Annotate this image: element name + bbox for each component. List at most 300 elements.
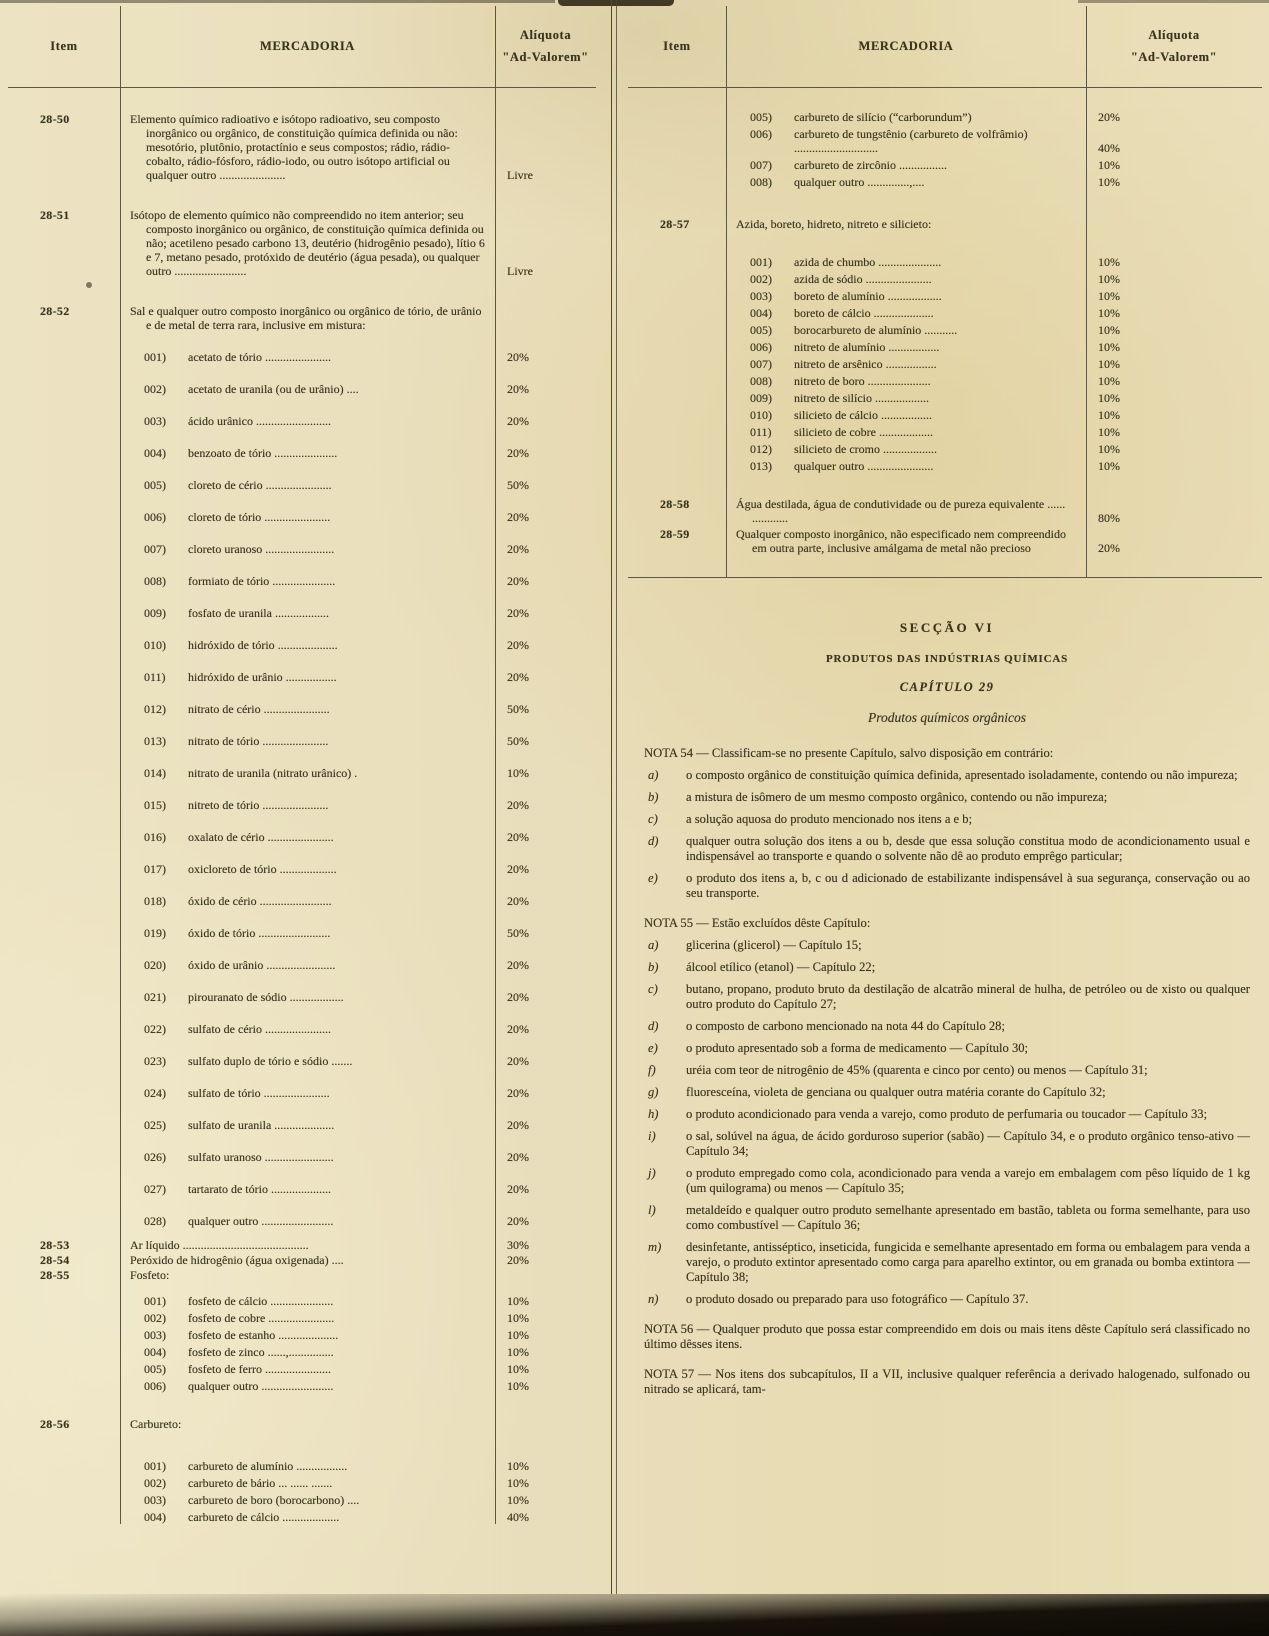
- ad-valorem-rate: 10%: [1098, 374, 1120, 388]
- subitem-number: 011): [750, 425, 772, 439]
- tariff-row: [628, 425, 1262, 439]
- note-intro: NOTA 55 — Estão excluídos dêste Capítulo:: [644, 916, 871, 930]
- note-text: metaldeído e qualquer outro produto semelhante apresentado em bastão, tableta ou forma semelhante, para uso como combustível — Capítulo 36;: [686, 1203, 1250, 1232]
- merchandise-description: nitrato de uranila (nitrato urânico) .: [188, 766, 358, 780]
- note-text: álcool etílico (etanol) — Capítulo 22;: [686, 960, 876, 974]
- merchandise-description: óxido de urânio .......................: [188, 958, 336, 972]
- note-letter: d): [648, 834, 659, 848]
- item-code: [628, 391, 726, 405]
- note-item: [644, 834, 1250, 864]
- merchandise-cell: [726, 323, 1086, 337]
- note-text: qualquer outra solução dos itens a ou b, desde que essa solução constitua modo de acondicionamento usual e indispensável ao transporte e quando o solvente não dê ao produto emprêgo particular;: [686, 834, 1250, 863]
- item-code: [8, 1022, 120, 1036]
- merchandise-description: nitreto de arsênico .................: [794, 357, 937, 371]
- merchandise-cell: [120, 446, 495, 460]
- merchandise-description: hidróxido de urânio .................: [188, 670, 337, 684]
- right-table-rows: [628, 110, 1262, 555]
- tariff-row: [8, 304, 596, 332]
- merchandise-description: silicieto de cálcio .................: [794, 408, 932, 422]
- item-code: [8, 1294, 120, 1308]
- tariff-row: [8, 990, 596, 1004]
- merchandise-cell: [120, 304, 495, 332]
- merchandise-description: Água destilada, água de condutividade ou de pureza equivalente ...... ............: [736, 497, 1066, 525]
- merchandise-description: Peróxido de hidrogênio (água oxigenada) ....: [130, 1253, 344, 1267]
- note-letter: g): [648, 1085, 659, 1099]
- merchandise-description: ácido urânico .........................: [188, 414, 331, 428]
- ad-valorem-rate: 40%: [1098, 141, 1120, 155]
- merchandise-description: sulfato duplo de tório e sódio .......: [188, 1054, 353, 1068]
- merchandise-description: qualquer outro ........................: [188, 1214, 334, 1228]
- item-code: [8, 798, 120, 812]
- item-code: [8, 1214, 120, 1228]
- item-code: [8, 830, 120, 844]
- note-item: [644, 871, 1250, 901]
- item-code: [8, 1493, 120, 1507]
- merchandise-cell: [726, 527, 1086, 555]
- tariff-row: [8, 1311, 596, 1325]
- merchandise-cell: [120, 1476, 495, 1490]
- note-letter: m): [648, 1240, 662, 1254]
- merchandise-description: Azida, boreto, hidreto, nitreto e silicieto:: [736, 217, 932, 231]
- note-letter: c): [648, 812, 658, 826]
- note-letter: j): [648, 1166, 656, 1180]
- item-code: [628, 357, 726, 371]
- subitem-number: 001): [144, 350, 166, 364]
- ad-valorem-rate: 20%: [507, 606, 529, 620]
- ad-valorem-rate: [495, 1417, 596, 1431]
- ad-valorem-rate: 10%: [1098, 408, 1120, 422]
- item-code: 28-53: [40, 1238, 70, 1252]
- ad-valorem-rate: Livre: [507, 264, 533, 278]
- tariff-row: [628, 527, 1262, 555]
- tariff-row: [8, 766, 596, 780]
- merchandise-description: Isótopo de elemento químico não compreendido no item anterior; seu composto inorgânico ou orgânico, de constituição química definida ou não; acetileno pesado carbono 13, deutério (hidrogênio pesado), lítio 6 e 7, metano pesado, protóxido de deutério (água pesada), ou qualquer outro ........................: [130, 208, 485, 278]
- tariff-row: [8, 208, 596, 278]
- merchandise-cell: [120, 1054, 495, 1068]
- merchandise-cell: [726, 110, 1086, 124]
- merchandise-description: carbureto de boro (borocarbono) ....: [188, 1493, 360, 1507]
- note-letter: b): [648, 960, 659, 974]
- merchandise-description: sulfato de uranila ....................: [188, 1118, 335, 1132]
- subitem-number: 013): [144, 734, 166, 748]
- merchandise-cell: [726, 497, 1086, 525]
- merchandise-cell: [120, 926, 495, 940]
- note-text: uréia com teor de nitrogênio de 45% (quarenta e cinco por cento) ou menos — Capítulo 31;: [686, 1063, 1148, 1077]
- merchandise-cell: [726, 306, 1086, 320]
- merchandise-description: silicieto de cobre ..................: [794, 425, 933, 439]
- subitem-number: 001): [750, 255, 772, 269]
- subitem-number: 003): [750, 289, 772, 303]
- merchandise-description: Elemento químico radioativo e isótopo radioativo, seu composto inorgânico ou orgânico, de constituição química definida ou não: mesotório, plutônio, protactínio e seus compostos; rádio, rádio-cobalto, rádio-fósforo, rádio-iodo, ou outro isótopo artificial ou qualquer outro ......................: [130, 112, 458, 182]
- merchandise-cell: [120, 1253, 495, 1267]
- note-letter: b): [648, 790, 659, 804]
- item-code: 28-57: [660, 217, 690, 231]
- tariff-row: [628, 127, 1262, 155]
- merchandise-cell: [120, 894, 495, 908]
- ad-valorem-rate: 20%: [507, 1086, 529, 1100]
- section-title: SECÇÃO VI: [899, 620, 995, 635]
- note-text: glicerina (glicerol) — Capítulo 15;: [686, 938, 862, 952]
- tariff-row: [8, 510, 596, 524]
- tariff-row: [628, 442, 1262, 456]
- subitem-number: 003): [144, 1328, 166, 1342]
- subitem-number: 004): [144, 446, 166, 460]
- ad-valorem-rate: [495, 1268, 596, 1282]
- item-code: [8, 1476, 120, 1490]
- item-code: [8, 1311, 120, 1325]
- note-block: [644, 1322, 1250, 1352]
- subitem-number: 006): [750, 340, 772, 354]
- item-code: [8, 702, 120, 716]
- note-letter: e): [648, 1041, 658, 1055]
- item-code: [628, 408, 726, 422]
- subitem-number: 005): [144, 478, 166, 492]
- subitem-number: 021): [144, 990, 166, 1004]
- note-letter: a): [648, 768, 659, 782]
- ad-valorem-rate: 20%: [507, 1182, 529, 1196]
- merchandise-description: boreto de alumínio ..................: [794, 289, 942, 303]
- ad-valorem-rate: 20%: [507, 862, 529, 876]
- ad-valorem-rate: 20%: [507, 958, 529, 972]
- tariff-row: [8, 1086, 596, 1100]
- item-code: [8, 926, 120, 940]
- subitem-number: 015): [144, 798, 166, 812]
- center-divider-line-2: [616, 0, 617, 1594]
- subitem-number: 020): [144, 958, 166, 972]
- subitem-number: 006): [144, 510, 166, 524]
- subitem-number: 008): [750, 175, 772, 189]
- subitem-number: 004): [144, 1345, 166, 1359]
- ad-valorem-rate: 40%: [507, 1510, 529, 1524]
- ad-valorem-rate: 30%: [507, 1238, 529, 1252]
- tariff-row: [628, 340, 1262, 354]
- merchandise-description: acetato de tório ......................: [188, 350, 331, 364]
- tariff-row: [628, 323, 1262, 337]
- ad-valorem-rate: 50%: [507, 734, 529, 748]
- subitem-number: 011): [144, 670, 166, 684]
- merchandise-cell: [120, 1118, 495, 1132]
- item-code: [8, 1150, 120, 1164]
- merchandise-cell: [726, 272, 1086, 286]
- merchandise-description: Carbureto:: [130, 1417, 182, 1431]
- tariff-row: [8, 1362, 596, 1376]
- merchandise-description: cloreto de tório ......................: [188, 510, 331, 524]
- tariff-row: [8, 862, 596, 876]
- subitem-number: 005): [750, 110, 772, 124]
- tariff-row: [8, 478, 596, 492]
- note-item: [644, 1107, 1250, 1122]
- merchandise-cell: [120, 862, 495, 876]
- item-code: 28-58: [660, 497, 690, 511]
- merchandise-cell: [120, 1086, 495, 1100]
- merchandise-description: cloreto de cério ......................: [188, 478, 332, 492]
- subitem-number: 010): [144, 638, 166, 652]
- tariff-row: [8, 446, 596, 460]
- ad-valorem-rate: 20%: [507, 638, 529, 652]
- merchandise-cell: [120, 830, 495, 844]
- ad-valorem-rate: 20%: [507, 510, 529, 524]
- merchandise-cell: [120, 1362, 495, 1376]
- tariff-row: [8, 542, 596, 556]
- merchandise-cell: [120, 702, 495, 716]
- merchandise-description: boreto de cálcio ....................: [794, 306, 934, 320]
- ad-valorem-rate: 10%: [1098, 459, 1120, 473]
- merchandise-description: Qualquer composto inorgânico, não especificado nem compreendido em outra parte, inclusive amálgama de metal não precioso: [736, 527, 1067, 555]
- item-code: [8, 766, 120, 780]
- merchandise-description: sulfato uranoso .......................: [188, 1150, 334, 1164]
- ad-valorem-rate: 20%: [507, 894, 529, 908]
- merchandise-description: fosfeto de cálcio .....................: [188, 1294, 334, 1308]
- merchandise-cell: [726, 217, 1086, 231]
- ad-valorem-rate: 10%: [1098, 340, 1120, 354]
- tariff-row: [8, 414, 596, 428]
- subitem-number: 007): [750, 158, 772, 172]
- merchandise-description: carbureto de tungstênio (carbureto de volfrâmio) ............................: [794, 127, 1028, 155]
- ad-valorem-rate: 20%: [507, 1253, 529, 1267]
- chapter-subtitle: Produtos químicos orgânicos: [868, 710, 1026, 725]
- tariff-row: [8, 830, 596, 844]
- item-code: [8, 1118, 120, 1132]
- note-text: o produto empregado como cola, acondicionado para venda a varejo em embalagem com pêso líquido de 1 kg (um quilograma) ou menos — Capítulo 35;: [686, 1166, 1250, 1195]
- ad-valorem-rate: 10%: [1098, 289, 1120, 303]
- merchandise-cell: [726, 127, 1086, 155]
- merchandise-cell: [120, 478, 495, 492]
- chapter-heading: CAPÍTULO 29: [899, 680, 995, 694]
- merchandise-description: oxalato de cério ......................: [188, 830, 334, 844]
- note-text: a mistura de isômero de um mesmo composto orgânico, contendo ou não impureza;: [686, 790, 1108, 804]
- left-tariff-table: [8, 6, 596, 1524]
- center-divider-line-1: [611, 0, 612, 1594]
- chapter-notes: [644, 746, 1250, 1397]
- item-code: [628, 289, 726, 303]
- tariff-row: [628, 357, 1262, 371]
- ad-valorem-rate: 20%: [507, 798, 529, 812]
- note-letter: l): [648, 1203, 656, 1217]
- left-table-header: [8, 6, 596, 88]
- ad-valorem-rate: 20%: [507, 1054, 529, 1068]
- item-code: [628, 459, 726, 473]
- merchandise-cell: [120, 766, 495, 780]
- tariff-row: [628, 459, 1262, 473]
- merchandise-cell: [120, 1379, 495, 1393]
- item-code: [8, 414, 120, 428]
- merchandise-cell: [726, 340, 1086, 354]
- merchandise-cell: [120, 734, 495, 748]
- ad-valorem-rate: 10%: [507, 1311, 529, 1325]
- note-item: [644, 938, 1250, 953]
- tariff-row: [628, 497, 1262, 525]
- subitem-number: 022): [144, 1022, 166, 1036]
- subitem-number: 017): [144, 862, 166, 876]
- merchandise-cell: [120, 382, 495, 396]
- tariff-row: [628, 391, 1262, 405]
- tariff-row: [8, 798, 596, 812]
- item-code: [8, 478, 120, 492]
- item-code: 28-56: [40, 1417, 70, 1431]
- item-code: [628, 175, 726, 189]
- merchandise-description: óxido de tório ........................: [188, 926, 331, 940]
- merchandise-description: qualquer outro ......................: [794, 459, 934, 473]
- item-code: [8, 1345, 120, 1359]
- subitem-number: 013): [750, 459, 772, 473]
- merchandise-cell: [120, 350, 495, 364]
- note-letter: n): [648, 1292, 659, 1306]
- ad-valorem-rate: 20%: [507, 574, 529, 588]
- aliquota-header-line2: "Ad-Valorem": [502, 50, 589, 64]
- item-code: 28-55: [40, 1268, 70, 1282]
- section-subtitle: PRODUTOS DAS INDÚSTRIAS QUÍMICAS: [825, 653, 1069, 665]
- note-text: fluoresceína, violeta de genciana ou qualquer outra matéria corante do Capítulo 32;: [686, 1085, 1106, 1099]
- tariff-row: [8, 1476, 596, 1490]
- note-letter: i): [648, 1129, 656, 1143]
- item-code: [8, 510, 120, 524]
- subitem-number: 012): [750, 442, 772, 456]
- merchandise-cell: [120, 1328, 495, 1342]
- merchandise-cell: [726, 391, 1086, 405]
- subitem-number: 010): [750, 408, 772, 422]
- tariff-row: [8, 1379, 596, 1393]
- item-code: [8, 1379, 120, 1393]
- merchandise-cell: [726, 425, 1086, 439]
- note-block: [644, 746, 1250, 901]
- merchandise-cell: [726, 408, 1086, 422]
- merchandise-description: cloreto uranoso .......................: [188, 542, 335, 556]
- item-code: [628, 272, 726, 286]
- item-code: [8, 1054, 120, 1068]
- column-header-aliquota: [495, 6, 596, 87]
- ad-valorem-rate: 10%: [507, 1493, 529, 1507]
- merchandise-cell: [120, 1417, 495, 1431]
- merchandise-description: nitreto de silício ..................: [794, 391, 929, 405]
- merchandise-cell: [726, 357, 1086, 371]
- ad-valorem-rate: 50%: [507, 478, 529, 492]
- note-text: o produto dos itens a, b, c ou d adicionado de estabilizante indispensável à sua segurança, conservação ou ao seu transporte.: [686, 871, 1250, 900]
- ad-valorem-rate: [495, 304, 596, 332]
- merchandise-cell: [120, 798, 495, 812]
- note-item: [644, 812, 1250, 827]
- item-code: [8, 574, 120, 588]
- item-code: [8, 670, 120, 684]
- note-item: [644, 1063, 1250, 1078]
- ad-valorem-rate: 20%: [1098, 541, 1120, 555]
- item-code: [8, 734, 120, 748]
- item-code: [8, 606, 120, 620]
- merchandise-cell: [120, 670, 495, 684]
- tariff-row: [8, 670, 596, 684]
- item-code: [8, 446, 120, 460]
- left-table-rows: [8, 112, 596, 1524]
- right-tariff-table: [628, 6, 1262, 578]
- ad-valorem-rate: Livre: [507, 168, 533, 182]
- merchandise-description: carbureto de silício (“carborundum”): [794, 110, 972, 124]
- merchandise-description: sulfato de tório ......................: [188, 1086, 330, 1100]
- item-code: [628, 158, 726, 172]
- ad-valorem-rate: 10%: [1098, 306, 1120, 320]
- tariff-row: [8, 1238, 596, 1252]
- note-text: butano, propano, produto bruto da destilação de alcatrão mineral de hulha, de petróleo ou de xisto ou qualquer outro produto do Capítulo 27;: [686, 982, 1250, 1011]
- merchandise-cell: [120, 510, 495, 524]
- right-column: [628, 6, 1262, 1397]
- note-text: desinfetante, antisséptico, inseticida, fungicida e semelhante apresentado em forma ou embalagem para venda a varejo, o produto extintor apresentado como carga para aparelho extintor, ou em granada ou bomba extintora — Capítulo 38;: [686, 1240, 1250, 1284]
- note-item: [644, 1019, 1250, 1034]
- merchandise-description: fosfeto de zinco ......,...............: [188, 1345, 334, 1359]
- merchandise-description: carbureto de cálcio ...................: [188, 1510, 340, 1524]
- merchandise-cell: [726, 442, 1086, 456]
- note-item: [644, 1129, 1250, 1159]
- merchandise-description: azida de chumbo .....................: [794, 255, 942, 269]
- right-table-header: [628, 6, 1262, 88]
- item-code: [628, 255, 726, 269]
- note-item: [644, 1203, 1250, 1233]
- ad-valorem-rate: 20%: [507, 830, 529, 844]
- tariff-row: [628, 158, 1262, 172]
- subitem-number: 018): [144, 894, 166, 908]
- merchandise-description: carbureto de zircônio ................: [794, 158, 947, 172]
- tariff-row: [8, 1294, 596, 1308]
- merchandise-cell: [120, 414, 495, 428]
- merchandise-cell: [120, 208, 495, 278]
- ad-valorem-rate: 20%: [507, 1150, 529, 1164]
- merchandise-description: nitreto de tório ......................: [188, 798, 329, 812]
- tariff-row: [8, 1459, 596, 1473]
- ad-valorem-rate: [1086, 217, 1262, 231]
- merchandise-cell: [120, 1493, 495, 1507]
- ad-valorem-rate: 20%: [507, 542, 529, 556]
- merchandise-description: acetato de uranila (ou de urânio) ....: [188, 382, 359, 396]
- tariff-row: [8, 1022, 596, 1036]
- merchandise-description: benzoato de tório .....................: [188, 446, 338, 460]
- note-item: [644, 982, 1250, 1012]
- subitem-number: 007): [750, 357, 772, 371]
- subitem-number: 007): [144, 542, 166, 556]
- merchandise-description: nitrato de cério ......................: [188, 702, 330, 716]
- item-code: [8, 862, 120, 876]
- note-letter: h): [648, 1107, 659, 1121]
- note-intro: NOTA 54 — Classificam-se no presente Capítulo, salvo disposição em contrário:: [644, 746, 1054, 760]
- subitem-number: 009): [750, 391, 772, 405]
- merchandise-cell: [120, 990, 495, 1004]
- ad-valorem-rate: 10%: [507, 1476, 529, 1490]
- merchandise-cell: [120, 1294, 495, 1308]
- subitem-number: 016): [144, 830, 166, 844]
- subitem-number: 008): [750, 374, 772, 388]
- subitem-number: 014): [144, 766, 166, 780]
- tariff-row: [8, 1182, 596, 1196]
- note-item: [644, 1166, 1250, 1196]
- ad-valorem-rate: 10%: [1098, 357, 1120, 371]
- note-text: o sal, solúvel na água, de ácido gorduroso superior (sabão) — Capítulo 34, e o produto orgânico tenso-ativo — Capítulo 34;: [686, 1129, 1250, 1158]
- tariff-row: [628, 217, 1262, 231]
- item-code: [8, 958, 120, 972]
- merchandise-description: hidróxido de tório ....................: [188, 638, 338, 652]
- ad-valorem-rate: 20%: [507, 1214, 529, 1228]
- column-header-aliquota: [1086, 6, 1262, 87]
- note-item: [644, 1041, 1250, 1056]
- ad-valorem-rate: 20%: [507, 350, 529, 364]
- subitem-number: 027): [144, 1182, 166, 1196]
- tariff-row: [628, 175, 1262, 189]
- ad-valorem-rate: 10%: [507, 1459, 529, 1473]
- tariff-row: [8, 1417, 596, 1431]
- merchandise-description: borocarbureto de alumínio ...........: [794, 323, 958, 337]
- merchandise-cell: [726, 255, 1086, 269]
- item-code: [628, 442, 726, 456]
- tariff-row: [628, 255, 1262, 269]
- subitem-number: 002): [144, 382, 166, 396]
- subitem-number: 003): [144, 1493, 166, 1507]
- subitem-number: 004): [750, 306, 772, 320]
- merchandise-description: formiato de tório .....................: [188, 574, 336, 588]
